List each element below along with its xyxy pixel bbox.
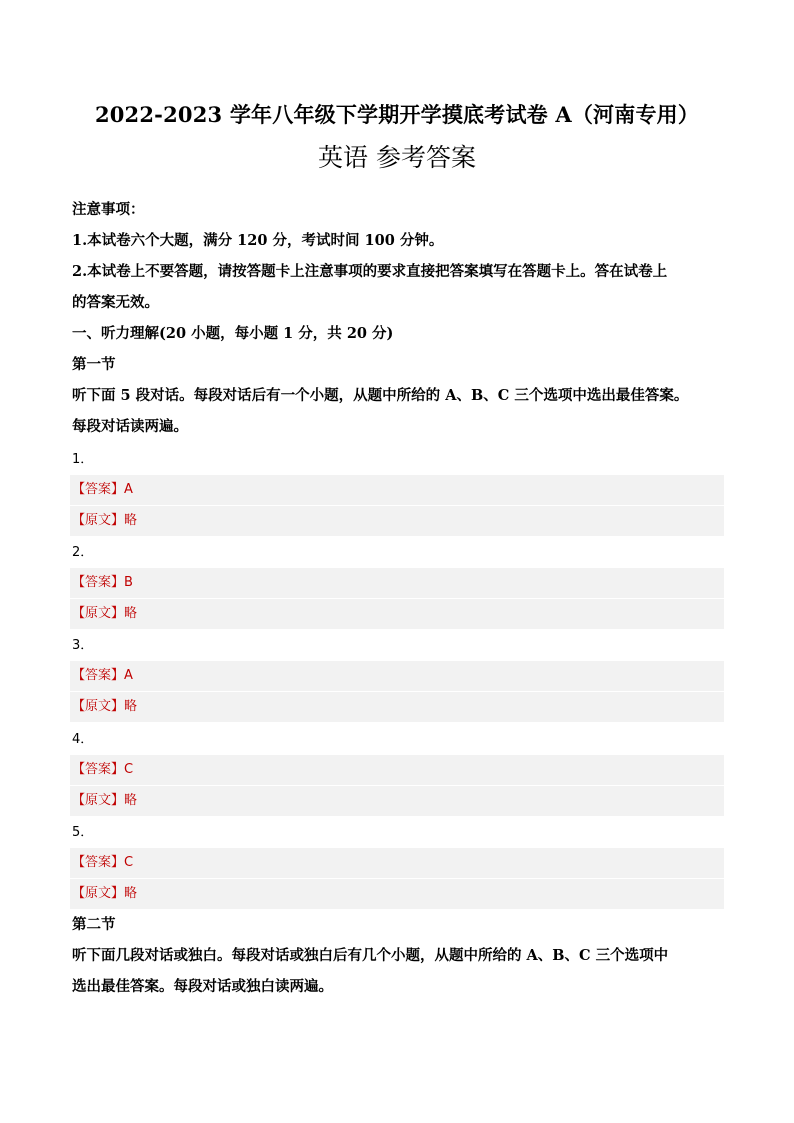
source-value: 略 [124, 886, 138, 901]
answer-row [70, 755, 724, 785]
answer-tag: 【答案】 [72, 855, 125, 870]
source-value: 略 [124, 699, 138, 714]
answer-tag: 【答案】 [72, 668, 125, 683]
source-tag: 【原文】 [72, 513, 125, 528]
part-1-instruction-line-2: 每段对话读两遍。 [72, 418, 188, 435]
part-2-instruction-line-2: 选出最佳答案。每段对话或独白读两遍。 [72, 978, 333, 995]
notes-item-2-line-1: 2.本试卷上不要答题，请按答题卡上注意事项的要求直接把答案填写在答题卡上。答在试卷上 [72, 263, 668, 280]
source-tag: 【原文】 [72, 886, 125, 901]
source-tag: 【原文】 [72, 606, 125, 621]
answer-row [70, 848, 724, 878]
answer-row [70, 661, 724, 691]
question-number: 4． [72, 732, 94, 747]
answer-value: A [124, 668, 133, 683]
answer-tag: 【答案】 [72, 482, 125, 497]
source-value: 略 [124, 513, 138, 528]
answer-tag: 【答案】 [72, 575, 125, 590]
source-tag: 【原文】 [72, 699, 125, 714]
answer-row [70, 568, 724, 598]
question-number: 2． [72, 545, 94, 560]
answer-tag: 【答案】 [72, 762, 125, 777]
source-row [70, 692, 724, 722]
source-value: 略 [124, 606, 138, 621]
source-row [70, 786, 724, 816]
notes-heading: 注意事项： [72, 201, 145, 218]
part-2-instruction-line-1: 听下面几段对话或独白。每段对话或独白后有几个小题，从题中所给的 A、B、C 三个选项中 [72, 947, 669, 964]
part-2-label: 第二节 [72, 916, 116, 933]
answer-value: C [124, 762, 134, 777]
source-row [70, 599, 724, 629]
source-tag: 【原文】 [72, 793, 125, 808]
section-1-title: 一、听力理解(20 小题，每小题 1 分，共 20 分) [72, 325, 394, 342]
source-row [70, 879, 724, 909]
document-subtitle: 英语 参考答案 [318, 143, 476, 172]
notes-item-2-line-2: 的答案无效。 [72, 294, 159, 311]
question-number: 3． [72, 638, 94, 653]
question-number: 1． [72, 452, 94, 467]
part-1-label: 第一节 [72, 356, 116, 373]
source-row [70, 506, 724, 536]
answer-value: C [124, 855, 134, 870]
answer-value: A [124, 482, 133, 497]
question-number: 5． [72, 825, 94, 840]
notes-item-1: 1.本试卷六个大题，满分 120 分，考试时间 100 分钟。 [72, 232, 444, 249]
answer-value: B [124, 575, 133, 590]
document-title: 2022-2023 学年八年级下学期开学摸底考试卷 A（河南专用） [94, 102, 700, 127]
part-1-instruction-line-1: 听下面 5 段对话。每段对话后有一个小题，从题中所给的 A、B、C 三个选项中选出最佳答案。 [72, 387, 689, 404]
answer-row [70, 475, 724, 505]
source-value: 略 [124, 793, 138, 808]
